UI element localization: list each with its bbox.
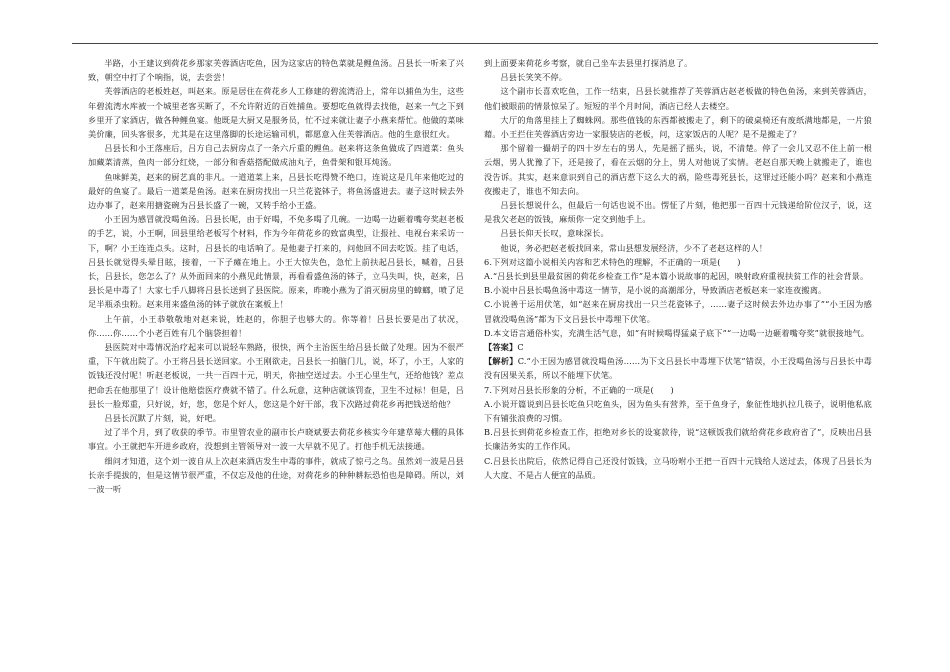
left-column — [88, 56, 464, 496]
paragraph: 吕县长笑笑不停。 — [500, 72, 568, 83]
answer-line — [484, 354, 872, 382]
question-line: B.小说中吕县长喝鱼汤中毒这一情节，是小说的高潮部分，导致酒店老板赵来一家连夜搬离。 — [484, 285, 827, 296]
question-line: A.小说开篇说到吕县长吃鱼只吃鱼头，因为鱼头有营养，至于鱼身子，象征性地扒拉几筷子，说明他私底下有铺张浪费的习惯。 — [484, 398, 872, 424]
right-column — [484, 56, 872, 482]
paragraph: 上午前，小王恭敬敬地对赵来说，姓赵的，你胆子也够大的。你等着！吕县长要是出了状况，你……你……个小老百姓有几个脑袋担着！ — [88, 313, 464, 338]
answer-text: C.“小王因为感冒就没喝鱼汤……为下文吕县长中毒埋下伏笔”错误，小王没喝鱼汤与吕县长中毒没有因果关系，所以不能埋下伏笔。 — [484, 356, 872, 381]
answer-tag: 【答案】 — [484, 342, 518, 353]
paragraph: 吕县长沉默了片刻，说，好吧。 — [104, 413, 222, 424]
paragraph: 那个留着一撮胡子的四十岁左右的男人，先是摇了摇头，说，不清楚。停了一会儿又忍不住上前一根云烟，男人犹豫了下，还是接了，看在云烟的分上，男人对他说了实情。老赵自那天晚上就搬走了，谁也没告诉。其实，赵来意识到自己的酒店惹下这么大的祸，险些毒死县长，这罪过还能小吗？赵来和小燕连夜搬走了，谁也不知去向。 — [484, 143, 872, 196]
paragraph: 小王因为感冒就没喝鱼汤。吕县长呢，由于好喝，不免多喝了几碗。一边喝一边砸着嘴夸奖赵老板的手艺，说，小王啊，回县里给老板写个材料，作为今年荷花乡的致富典型，让报社、电视台来采访一下，啊？小王连连点头。这时，吕县长的电话响了。是他妻子打来的，问他回不回去吃饭。挂了电话，吕县长就觉得头晕目眩，接着，一下子瘫在地上。小王大惊失色，急忙上前扶起吕县长，喊着，吕县长，吕县长，您怎么了？从外面回来的小燕见此情景，再看看盛鱼汤的钵子，立马失叫，快，赵来，吕县长是中毒了！大家七手八脚将吕县长送到了县医院。原来，昨晚小燕为了消灭厨房里的蟑螂，喷了足足半瓶杀虫粉。赵来用来盛鱼汤的钵子就放在案板上！ — [88, 214, 464, 310]
question-line: D.本文语言通俗朴实，充满生活气息，如“有时候喝得猛桌子底下”“一边喝一边砸着嘴夸奖”就很接地气。 — [484, 327, 870, 338]
answer-line — [484, 340, 872, 354]
question-line: 到上面要来荷花乡考察，就自己坐车去县里打探消息了。 — [484, 58, 693, 68]
answer-text: C — [517, 342, 524, 353]
paragraph: 吕县长和小王落座后，吕方自己去厨房点了一条六斤重的鲤鱼。赵来将这条鱼做成了四道菜：鱼头加藏菜清蒸，鱼肉一部分红烧，一部分和香菇搭配做成油丸子，鱼骨架和银耳炖汤。 — [88, 143, 464, 168]
answer-tag: 【解析】 — [484, 356, 518, 367]
paragraph: 细问才知道，这个刘一波自从上次赵来酒店发生中毒的事件，就成了惊弓之鸟。虽然刘一波是吕县长亲手提拔的，但是这情节很严重，不仅忘及他的仕途，对荷花乡的种种耕耘恐怕也是障碍。所以，刘一波一听 — [88, 455, 464, 495]
paragraph: 芙蓉酒店的老板姓赵，叫赵来。原是居住在荷花乡人工修建的碧流湾沿上，常年以捕鱼为生，这些年碧流湾水库被一个城里老客买断了，不允许附近的百姓捕鱼。要想吃鱼就得去找他，赵来一气之下到乡里开了家酒店，做各种鲤鱼宴。他既是大厨又是服务员，忙不过来就让妻子小燕来帮忙。他做的菜味美价廉，回头客很多，尤其是在这里落脚的长途运输司机，都愿意入住芙蓉酒店。他的生意很红火。 — [88, 86, 464, 140]
paragraph: 这个副市长喜欢吃鱼，工作一结束，吕县长就推荐了芙蓉酒店赵老板做的特色鱼汤，来到芙蓉酒店，他们被眼前的情景惊呆了。短短的半个月时间，酒店已经人去楼空。 — [484, 86, 872, 111]
header-rule — [72, 43, 878, 44]
paragraph: 他说，务必把赵老板找回来，常山县想发展经济，少不了老赵这样的人！ — [500, 242, 768, 253]
paragraph: 县医院对中毒情况治疗起来可以说轻车熟路，很快，两个主治医生给吕县长做了处理。因为不很严重，下午就出院了。小王将吕县长送回家。小王刚欲走，吕县长一拍脑门儿，说，坏了，小王，人家的饭钱还没付呢！听赵老板说，一共一百四十元，明天，你抽空送过去。小王心里生气，还给他钱？差点把命丢在他那里了！设计他赔偿医疗费就不错了。什么玩意，这种店就该罚查，卫生不过标！但是，吕县长一脸郑重，只好说，好，您，您是个好人，您这是个好干部，我下次路过荷花乡再把钱送给他？ — [88, 342, 464, 409]
paragraph: 半路，小王建议到荷花乡那家芙蓉酒店吃鱼，因为这家店的特色菜就是鲤鱼汤。吕县长一听来了兴致，朝空中打了个响指，说，去尝尝！ — [88, 58, 464, 83]
paragraph: 吕县长想说什么，但最后一句话也说不出。愣怔了片刻，他把那一百四十元钱递给阶位汉子，说，这是我欠老赵的饭钱，麻烦你一定交到他手上。 — [484, 200, 872, 225]
question-line: C.小说善于运用伏笔，如“赵来在厨房找出一只兰花瓷钵子，……妻子这时候去外边办事了”“小王因为感冒就没喝鱼汤”都为下文吕县长中毒埋下伏笔。 — [484, 299, 872, 324]
paragraph: 鱼味鲜美，赵来的厨艺真的非凡。一道道菜上来，吕县长吃得赞不绝口，连说这是几年来他吃过的最好的鱼宴了。最后一道菜是鱼汤。赵来在厨房找出一只兰花瓷钵子，将鱼汤盛进去。妻子这时候去外边办事了，赵来用搪瓷碗为吕县长盛了一碗，又转手给小王盛。 — [88, 171, 464, 211]
paragraph: 大厅的角落里挂上了蜘蛛网。那些值钱的东西都被搬走了，剩下的破桌椅还有废纸满地都是，一片狼藉。小王拦住芙蓉酒店旁边一家服装店的老板，问，这家饭店的人呢？是不是搬走了？ — [484, 114, 872, 140]
question-line: 7.下列对吕县长形象的分析，不正确的一项是( ) — [484, 384, 674, 395]
question-line: B.吕县长到荷花乡检查工作，拒绝对乡长的设宴款待，说“这顿饭我们就给荷花乡政府省了”，反映出吕县长廉洁务实的工作作风。 — [484, 427, 872, 452]
paragraph: 吕县长仰天长叹，意味深长。 — [500, 228, 609, 239]
question-line: 6.下列对这篇小说相关内容和艺术特色的理解，不正确的一项是( ) — [484, 256, 741, 267]
paragraph: 过了半个月，到了收获的季节。市里管农业的副市长卢晓斌要去荷花乡核实今年建草莓大棚的具体事宜。小王就把车开进乡政府，没想到主管领导对一波一大早就不见了。打他手机无法接通。 — [88, 427, 464, 452]
question-line: C.吕县长出院后，依然记得自己还没付饭钱，立马吩咐小王把一百四十元钱给人送过去，体现了吕县长为人大度、不是占人便宜的品质。 — [484, 455, 872, 480]
question-line: A.“吕县长到县里最贫困的荷花乡检查工作”是本篇小说故事的起因，映射政府重视扶贫工作的社会背景。 — [484, 271, 869, 282]
